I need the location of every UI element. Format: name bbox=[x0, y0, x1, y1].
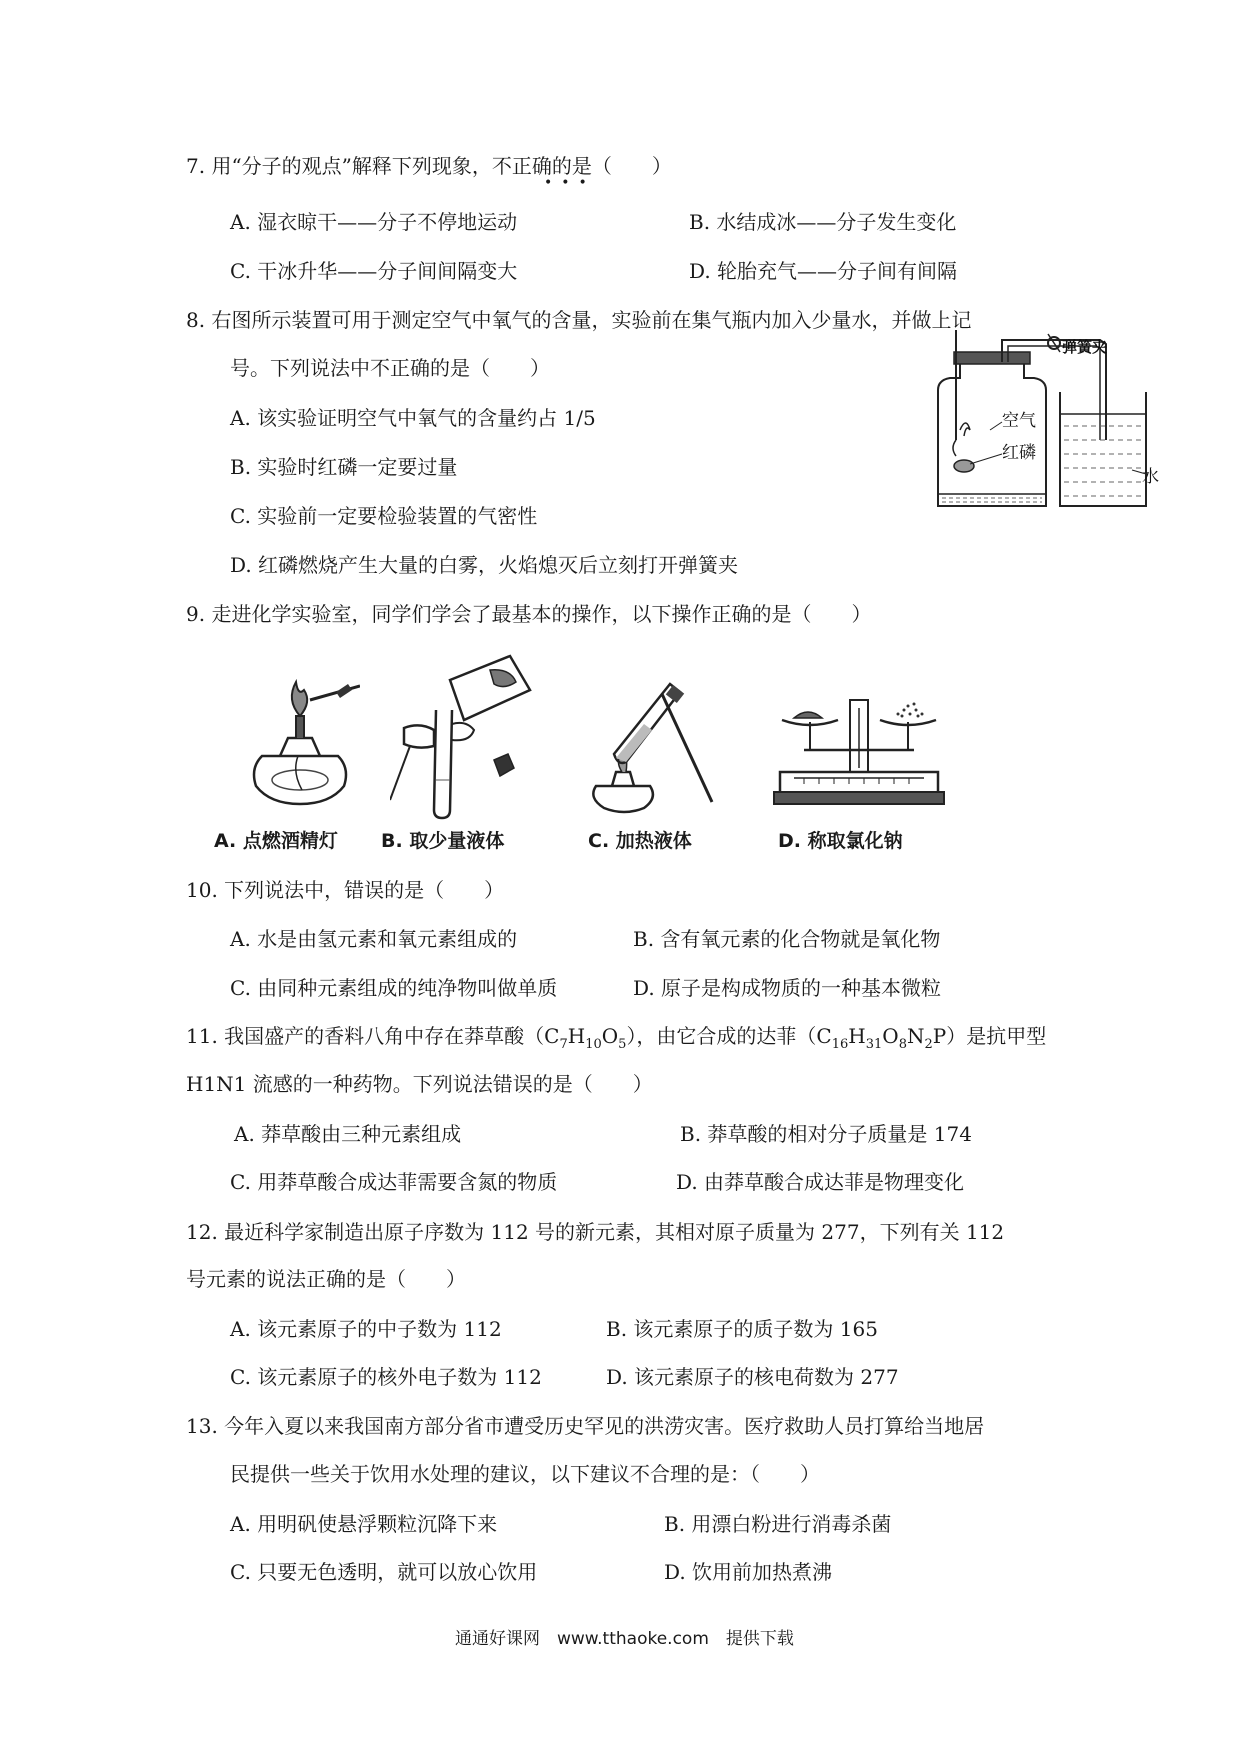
q7-option-a: A. 湿衣晾干——分子不停地运动 bbox=[230, 210, 518, 234]
q7-stem: 7. 用“分子的观点”解释下列现象，不正确的是（ ） bbox=[186, 154, 672, 178]
q11-stem-line2: H1N1 流感的一种药物。下列说法错误的是（ ） bbox=[186, 1072, 653, 1096]
q11-option-c: C. 用莽草酸合成达菲需要含氮的物质 bbox=[230, 1170, 558, 1194]
alcohol-lamp-lighting-image bbox=[240, 660, 360, 810]
q12-option-a: A. 该元素原子的中子数为 112 bbox=[230, 1317, 502, 1341]
q13-option-d: D. 饮用前加热煮沸 bbox=[664, 1560, 833, 1584]
figure-label-air: 空气 bbox=[1002, 411, 1036, 431]
figure-label-water: 水 bbox=[1142, 467, 1159, 487]
q10-option-c: C. 由同种元素组成的纯净物叫做单质 bbox=[230, 976, 558, 1000]
q11-option-a: A. 莽草酸由三种元素组成 bbox=[234, 1122, 462, 1146]
oxygen-apparatus-figure bbox=[920, 330, 1160, 520]
q13-option-a: A. 用明矾使悬浮颗粒沉降下来 bbox=[230, 1512, 498, 1536]
heat-liquid-image bbox=[578, 668, 728, 818]
q9-caption-b: B. 取少量液体 bbox=[381, 830, 505, 852]
q8-option-b: B. 实验时红磷一定要过量 bbox=[230, 455, 458, 479]
q12-stem-line1: 12. 最近科学家制造出原子序数为 112 号的新元素，其相对原子质量为 277，下列有关 112 bbox=[186, 1220, 1005, 1244]
q10-stem: 10. 下列说法中，错误的是（ ） bbox=[186, 878, 505, 902]
pour-liquid-image bbox=[390, 650, 540, 820]
q13-stem-line1: 13. 今年入夏以来我国南方部分省市遭受历史罕见的洪涝灾害。医疗救助人员打算给当地居 bbox=[186, 1414, 985, 1438]
q11-option-b: B. 莽草酸的相对分子质量是 174 bbox=[680, 1122, 972, 1146]
q12-option-d: D. 该元素原子的核电荷数为 277 bbox=[606, 1365, 899, 1389]
balance-weighing-image bbox=[764, 680, 954, 810]
q9-caption-c: C. 加热液体 bbox=[588, 830, 692, 852]
figure-label-phosphorus: 红磷 bbox=[1002, 443, 1036, 463]
q7-option-b: B. 水结成冰——分子发生变化 bbox=[689, 210, 957, 234]
q12-option-b: B. 该元素原子的质子数为 165 bbox=[606, 1317, 878, 1341]
q8-option-c: C. 实验前一定要检验装置的气密性 bbox=[230, 504, 538, 528]
q8-option-d: D. 红磷燃烧产生大量的白雾，火焰熄灭后立刻打开弹簧夹 bbox=[230, 553, 739, 577]
q13-stem-line2: 民提供一些关于饮用水处理的建议，以下建议不合理的是：（ ） bbox=[230, 1462, 820, 1486]
q12-stem-line2: 号元素的说法正确的是（ ） bbox=[186, 1267, 466, 1291]
q13-option-c: C. 只要无色透明，就可以放心饮用 bbox=[230, 1560, 538, 1584]
q10-option-a: A. 水是由氢元素和氧元素组成的 bbox=[230, 927, 518, 951]
q9-stem: 9. 走进化学实验室，同学们学会了最基本的操作，以下操作正确的是（ ） bbox=[186, 602, 872, 626]
page-footer: 通通好课网 www.tthaoke.com 提供下载 bbox=[455, 1629, 794, 1649]
q9-caption-d: D. 称取氯化钠 bbox=[778, 830, 903, 852]
q7-option-c: C. 干冰升华——分子间间隔变大 bbox=[230, 259, 518, 283]
q7-option-d: D. 轮胎充气——分子间有间隔 bbox=[689, 259, 958, 283]
q10-option-b: B. 含有氧元素的化合物就是氧化物 bbox=[633, 927, 941, 951]
q12-option-c: C. 该元素原子的核外电子数为 112 bbox=[230, 1365, 542, 1389]
q11-option-d: D. 由莽草酸合成达菲是物理变化 bbox=[676, 1170, 965, 1194]
q7-emphasis-dots: ••• bbox=[544, 175, 596, 191]
figure-label-clip: 弹簧夹 bbox=[1062, 338, 1108, 356]
q13-option-b: B. 用漂白粉进行消毒杀菌 bbox=[664, 1512, 892, 1536]
q9-caption-a: A. 点燃酒精灯 bbox=[214, 830, 338, 852]
q8-option-a: A. 该实验证明空气中氧气的含量约占 1/5 bbox=[230, 406, 596, 430]
q11-stem-line1: 11. 我国盛产的香料八角中存在莽草酸$(C_7H_{10}O_5)$，由它合成的达菲$(C_{16}H_{31}O_8N_2P)$是抗甲型 bbox=[186, 1024, 1047, 1052]
q8-stem-line1: 8. 右图所示装置可用于测定空气中氧气的含量，实验前在集气瓶内加入少量水，并做上记 bbox=[186, 308, 972, 332]
q8-stem-line2: 号。下列说法中不正确的是（ ） bbox=[230, 356, 550, 380]
q10-option-d: D. 原子是构成物质的一种基本微粒 bbox=[633, 976, 942, 1000]
